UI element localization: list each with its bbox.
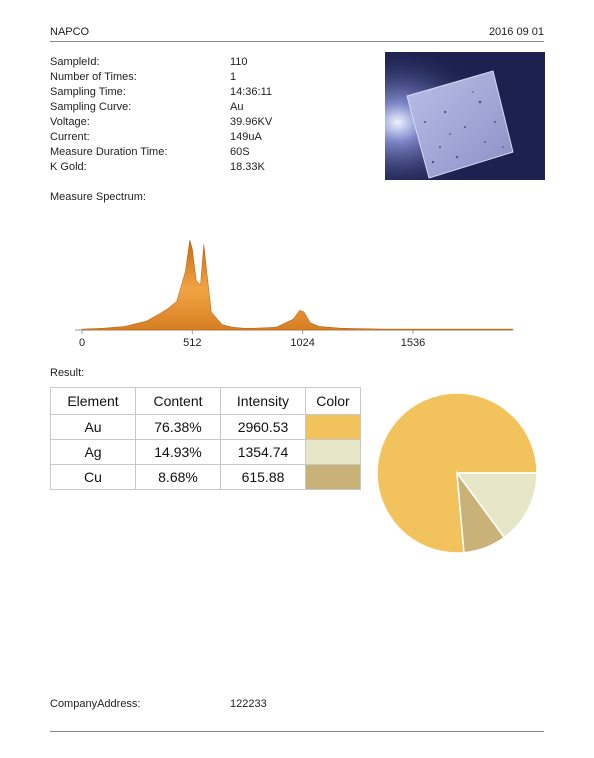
info-value: 18.33K: [230, 161, 265, 173]
company-name: NAPCO: [50, 26, 90, 38]
column-header-color: Color: [306, 388, 361, 415]
info-label: Sampling Time:: [50, 86, 126, 98]
footer-divider: [50, 731, 544, 732]
spectrum-chart: [70, 225, 520, 355]
color-cell: [306, 465, 361, 490]
info-row-k-gold: [50, 160, 370, 175]
info-row-sampling-time: [50, 85, 370, 100]
content-cell: 14.93%: [136, 440, 221, 465]
info-row-number-of-times: [50, 70, 370, 85]
intensity-cell: 1354.74: [221, 440, 306, 465]
color-cell: [306, 415, 361, 440]
info-label: SampleId:: [50, 56, 100, 68]
color-swatch: [306, 465, 360, 489]
content-cell: 76.38%: [136, 415, 221, 440]
table-header-row: [51, 388, 361, 415]
info-value: 149uA: [230, 131, 262, 143]
column-header-element: Element: [51, 388, 136, 415]
column-header-content: Content: [136, 388, 221, 415]
report-date: 2016 09 01: [488, 26, 544, 38]
column-header-intensity: Intensity: [221, 388, 306, 415]
info-value: 1: [230, 71, 237, 83]
color-swatch: [306, 415, 360, 439]
element-cell: Cu: [51, 465, 136, 490]
element-cell: Au: [51, 415, 136, 440]
spectrum-tick-label: 512: [183, 337, 202, 349]
color-cell: [306, 440, 361, 465]
spectrum-tick-label: 1536: [400, 337, 426, 349]
info-row-current: [50, 130, 370, 145]
element-cell: Ag: [51, 440, 136, 465]
spectrum-tick-label: 0: [78, 337, 86, 349]
spectrum-tick-label: 1024: [290, 337, 315, 349]
info-value: 110: [230, 56, 248, 68]
info-row-sample-id: [50, 55, 370, 70]
info-row-duration: [50, 145, 370, 160]
composition-pie-chart: [374, 388, 542, 558]
info-row-voltage: [50, 115, 370, 130]
info-label: Sampling Curve:: [50, 101, 132, 113]
company-address-label: CompanyAddress:: [50, 698, 141, 710]
info-value: 60S: [230, 146, 250, 158]
table-row: [51, 415, 361, 440]
info-label: K Gold:: [50, 161, 87, 173]
table-row: [51, 465, 361, 490]
result-label: Result:: [50, 367, 85, 379]
info-value: 39.96KV: [230, 116, 273, 128]
header-divider: [50, 41, 544, 42]
color-swatch: [306, 440, 360, 464]
info-label: Number of Times:: [50, 71, 137, 83]
info-row-sampling-curve: [50, 100, 370, 115]
intensity-cell: 2960.53: [221, 415, 306, 440]
info-label: Current:: [50, 131, 90, 143]
info-label: Measure Duration Time:: [50, 146, 168, 158]
result-table: [50, 387, 361, 490]
table-row: [51, 440, 361, 465]
company-address-value: 122233: [230, 698, 267, 710]
spectrum-label: Measure Spectrum:: [50, 191, 146, 203]
info-value: 14:36:11: [230, 86, 273, 98]
sample-photo: [385, 52, 545, 180]
content-cell: 8.68%: [136, 465, 221, 490]
info-label: Voltage:: [50, 116, 90, 128]
spectrum-area: [82, 240, 513, 330]
info-value: Au: [230, 101, 244, 113]
intensity-cell: 615.88: [221, 465, 306, 490]
